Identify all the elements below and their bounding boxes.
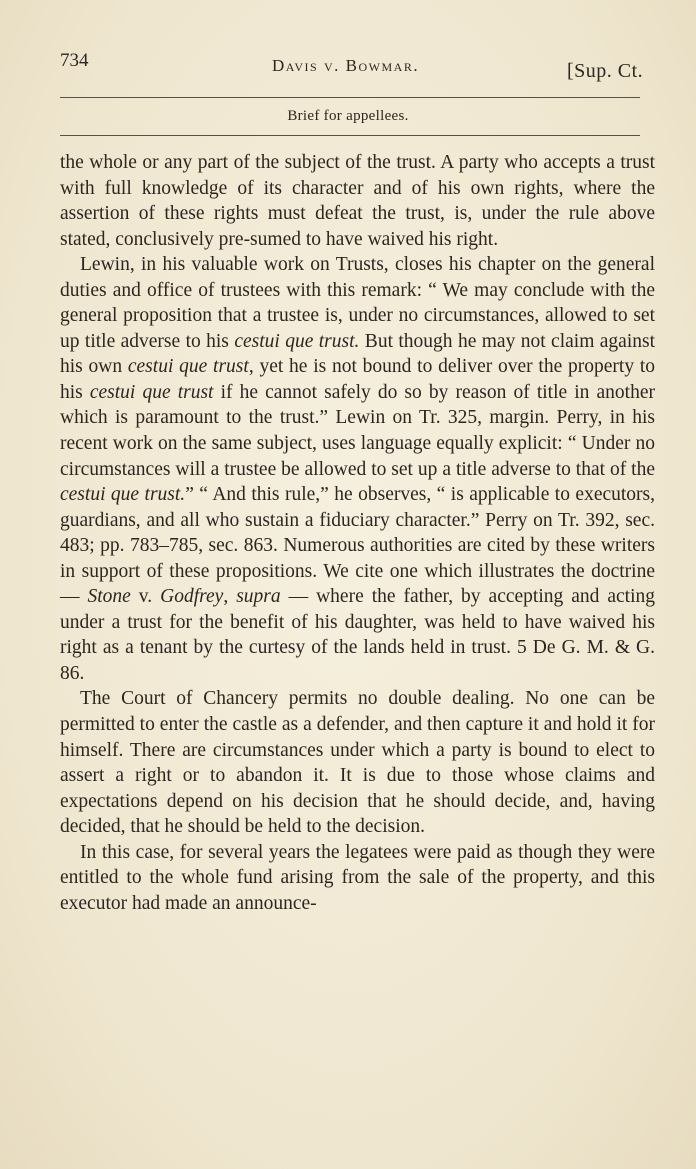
header-rule-top [60, 97, 640, 98]
running-title: Davis v. Bowmar. [272, 56, 420, 75]
italic-text: Godfrey [160, 586, 224, 608]
text-run: But though he may not claim against his own [60, 330, 655, 378]
paragraph [60, 150, 655, 252]
page-number: 734 [60, 50, 89, 71]
text-run: Lewin, in his valuable work on Trusts, closes his chapter on the general duties and office of trustees with this remark: “ We may conclude with the general proposition that a trustee is, under no circumstances, allowed to set up title adverse to his [60, 254, 655, 352]
paragraph [60, 252, 655, 686]
text-run: , [223, 586, 237, 608]
court-label: [Sup. Ct. [567, 60, 644, 82]
text-run: The Court of Chancery permits no double dealing. No one can be permitted to enter the castle as a defender, and then capture it and hold it for himself. There are circumstances under which a party is bound to elect to assert a right or to abandon it. It is due to those whose claims and expectations depend on his decision that he should decide, and, having decided, that he should be held to the decision. [60, 688, 655, 838]
text-run: — where the father, by accepting and acting under a trust for the benefit of his daughter, was held to have waived his right as a tenant by the curtesy of the lands held in trust. 5 De G. M. & G. 86. [60, 586, 656, 684]
text-run: In this case, for several years the legatees were paid as though they were entitled to the whole fund arising from the sale of the property, and this executor had made an announce- [60, 841, 655, 914]
italic-text: Stone [87, 586, 131, 608]
italic-text: supra [236, 586, 281, 608]
text-run: , yet he is not bound to deliver over the property to his [60, 356, 655, 403]
body-text [60, 150, 655, 916]
text-run: the whole or any part of the subject of the trust. A party who accepts a trust with full knowledge of its character and of his own rights, where the assertion of these rights must defeat the trust, is, under the rule above stated, conclusively pre-sumed to have waived his right. [60, 152, 655, 250]
text-run: if he cannot safely do so by reason of title in another which is paramount to the trust.” Lewin on Tr. 325, margin. Perry, in his recent work on the same subject, uses language equally explicit: “ Under no circumstances will a trustee be allowed to set up a title adverse to that of the [60, 381, 655, 480]
italic-text: cestui que trust [89, 381, 214, 403]
paragraph [60, 840, 655, 917]
text-run: ” “ And this rule,” he observes, “ is applicable to executors, guardians, and all who sustain a fiduciary character.” Perry on Tr. 392, sec. 483; pp. 783–785, sec. 863. Numerous authorities are cited by these writers in support of these propositions. We cite one which illustrates the doctrine — [60, 484, 656, 608]
subheading: Brief for appellees. [287, 108, 409, 124]
italic-text: cestui que trust. [234, 330, 360, 352]
text-run: v. [130, 586, 161, 608]
header-rule-bottom [60, 135, 640, 136]
paragraph [60, 686, 655, 839]
italic-text: cestui que trust [127, 356, 249, 378]
page-header [60, 50, 670, 80]
italic-text: cestui que trust. [60, 484, 186, 506]
